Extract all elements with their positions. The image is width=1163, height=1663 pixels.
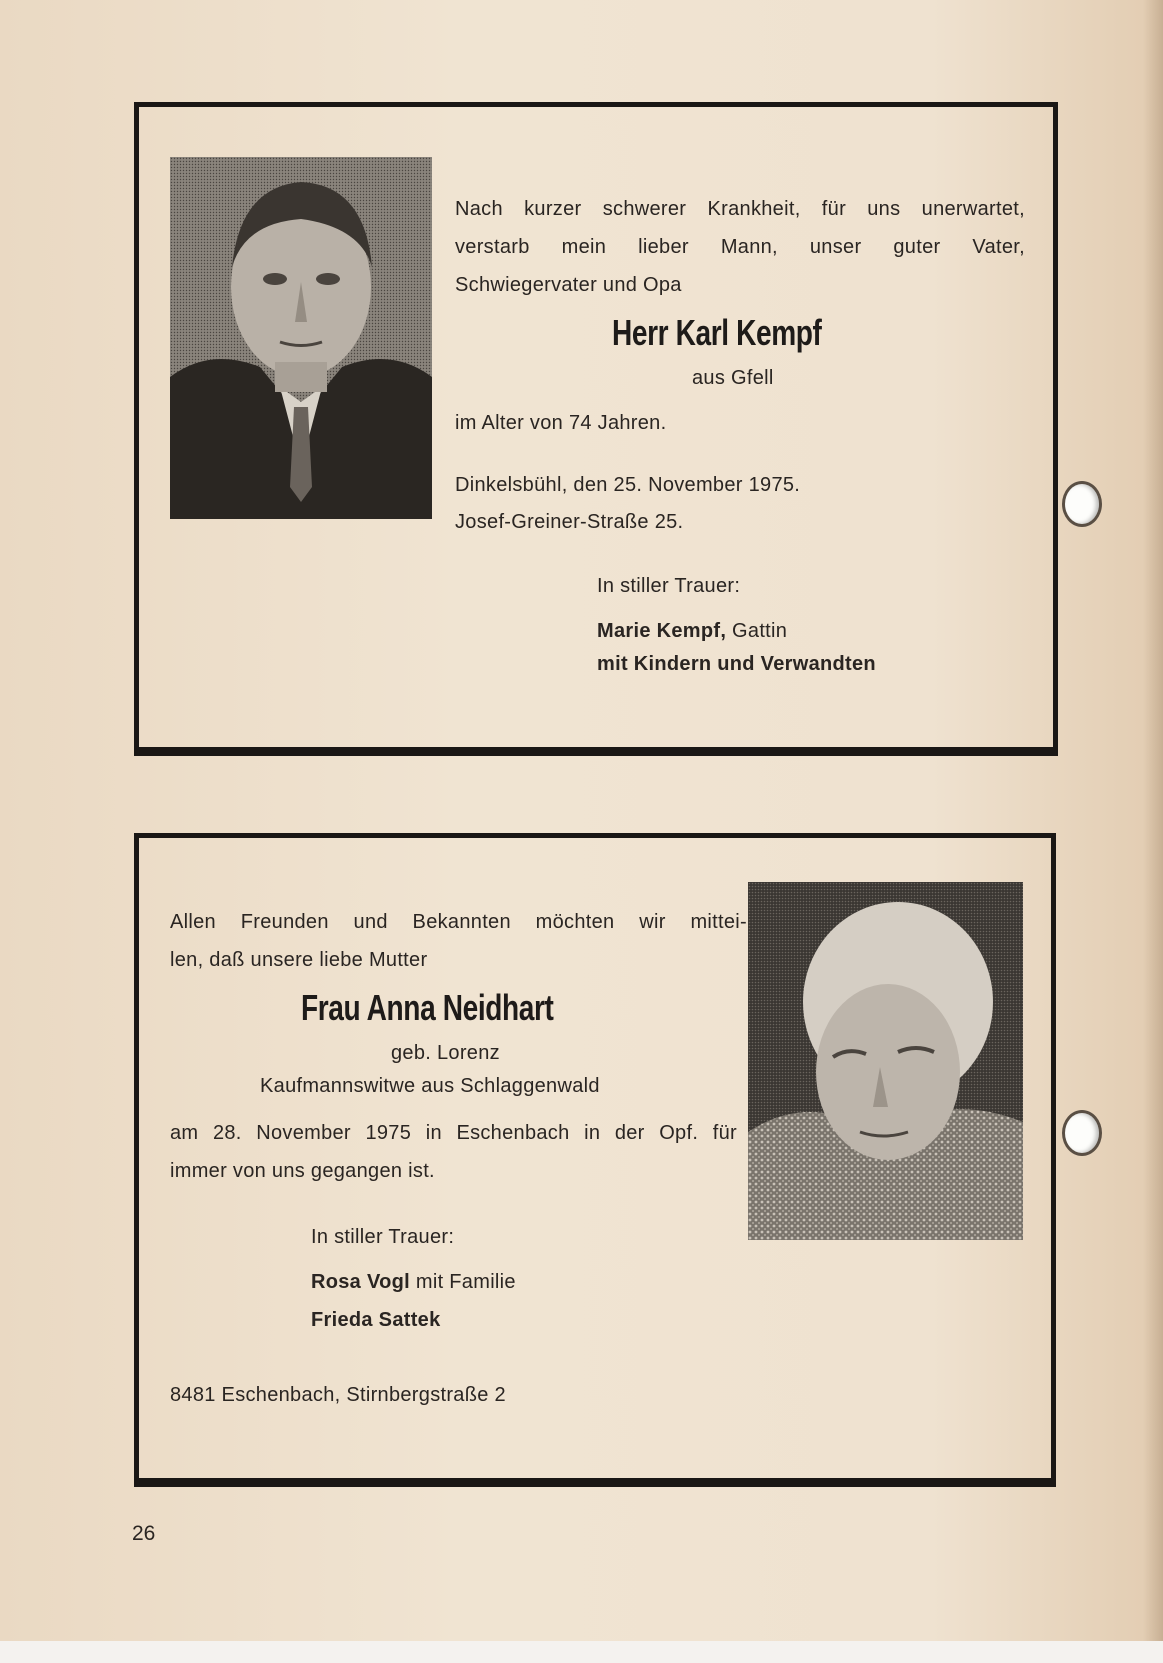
mourning-label: In stiller Trauer: <box>311 1226 455 1248</box>
death-line-2: immer von uns gegangen ist. <box>170 1160 435 1182</box>
mourner-suffix: mit Familie <box>410 1271 516 1293</box>
binding-edge <box>1143 0 1163 1663</box>
portrait-photo-man <box>170 157 432 519</box>
deceased-origin: aus Gfell <box>692 367 774 389</box>
mourner-line-1 <box>311 1266 516 1298</box>
punch-hole-icon <box>1062 481 1102 527</box>
intro-line-2: len, daß unsere liebe Mutter <box>170 949 428 971</box>
page-bottom-edge <box>0 1641 1163 1663</box>
deceased-name: Herr Karl Kempf <box>612 312 822 353</box>
portrait-woman-icon <box>748 882 1023 1240</box>
occupation: Kaufmannswitwe aus Schlaggenwald <box>260 1075 600 1097</box>
mourning-label: In stiller Trauer: <box>597 575 741 597</box>
mourner-line <box>597 615 787 647</box>
birth-name: geb. Lorenz <box>391 1042 500 1064</box>
mourner-line-2: Frieda Sattek <box>311 1309 441 1331</box>
portrait-man-icon <box>170 157 432 519</box>
punch-hole-icon <box>1062 1110 1102 1156</box>
intro-line-2: verstarb mein lieber Mann, unser guter Vater, <box>455 236 1025 258</box>
mourner-family: mit Kindern und Verwandten <box>597 653 876 675</box>
mourner-name: Marie Kempf, <box>597 620 727 642</box>
address: Josef-Greiner-Straße 25. <box>455 511 684 533</box>
place-date: Dinkelsbühl, den 25. November 1975. <box>455 474 801 496</box>
intro-line-1: Nach kurzer schwerer Krankheit, für uns unerwartet, <box>455 198 1025 220</box>
intro-line-1: Allen Freunden und Bekannten möchten wir mittei- <box>170 911 747 933</box>
portrait-photo-woman <box>748 882 1023 1240</box>
death-line-1: am 28. November 1975 in Eschenbach in der Opf. für <box>170 1122 737 1144</box>
mourner-name: Rosa Vogl <box>311 1271 411 1293</box>
intro-line-3: Schwiegervater und Opa <box>455 274 682 296</box>
deceased-age: im Alter von 74 Jahren. <box>455 412 667 434</box>
mourner-role: Gattin <box>726 620 788 642</box>
address: 8481 Eschenbach, Stirnbergstraße 2 <box>170 1384 506 1406</box>
deceased-name: Frau Anna Neidhart <box>301 987 554 1028</box>
page-number: 26 <box>132 1522 156 1545</box>
